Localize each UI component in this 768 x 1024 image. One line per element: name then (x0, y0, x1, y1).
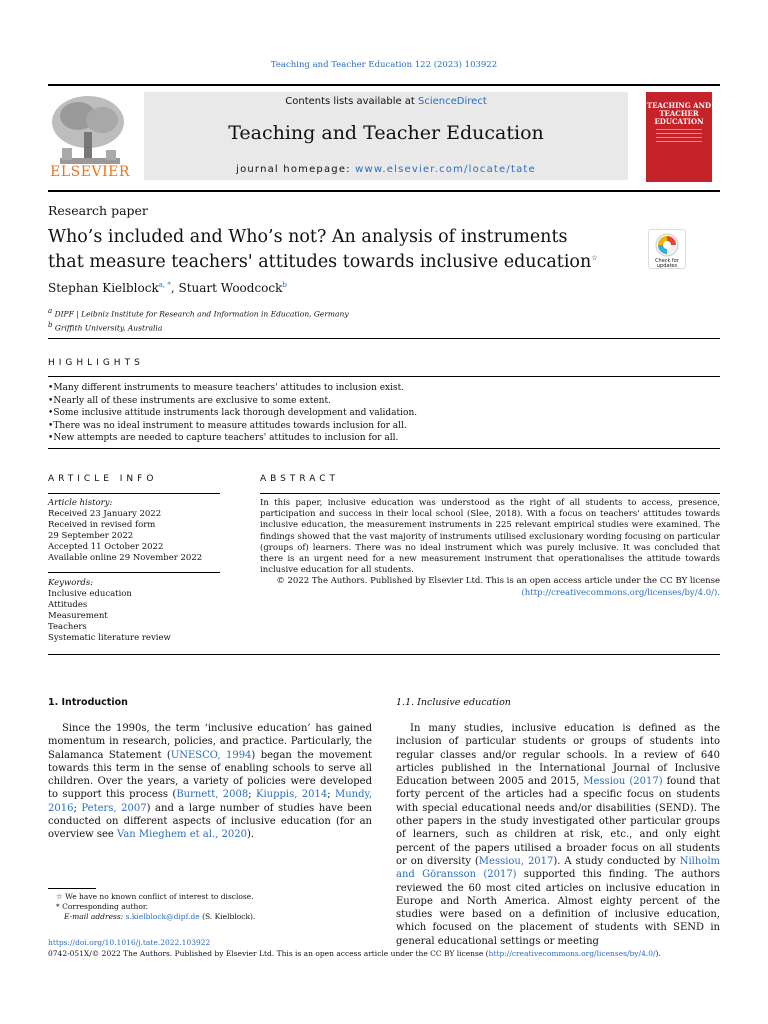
divider (48, 448, 720, 449)
highlights-heading: HIGHLIGHTS (48, 358, 144, 368)
divider (48, 376, 720, 377)
subsection-heading: 1.1. Inclusive education (396, 697, 511, 708)
journal-citation[interactable]: Teaching and Teacher Education 122 (2023) 103922 (270, 60, 498, 70)
sciencedirect-link[interactable]: ScienceDirect (418, 96, 487, 107)
paper-type: Research paper (48, 203, 148, 218)
copyright-line: © 2022 The Authors. Published by Elsevier Ltd. This is an open access article under the CC BY license (http://creativecommons.org/licenses/by/4.0/). (276, 576, 720, 598)
keywords: Keywords: Inclusive education Attitudes Measurement Teachers Systematic literature review (48, 578, 220, 644)
list-item: • New attempts are needed to capture teachers' attitudes to inclusion for all. (48, 432, 720, 445)
divider (48, 338, 720, 339)
citation-link[interactable]: UNESCO, 1994 (170, 749, 252, 761)
footnote-divider (48, 888, 96, 889)
keyword: Teachers (48, 622, 87, 632)
highlights-list (48, 382, 720, 445)
divider (48, 493, 220, 494)
title-footnote-mark[interactable]: ☆ (591, 254, 598, 262)
license-link[interactable]: (http://creativecommons.org/licenses/by/4.0/). (521, 587, 720, 598)
journal-masthead (144, 92, 628, 180)
list-item: • Some inclusive attitude instruments lack thorough development and validation. (48, 407, 720, 420)
list-item: • Many different instruments to measure teachers' attitudes to inclusion exist. (48, 382, 720, 395)
citation-link[interactable]: Nilholm and Göransson (2017) (396, 855, 721, 881)
author-affiliation-marks[interactable]: b (282, 281, 287, 289)
subsection-text: In many studies, inclusive education is defined as the inclusion of particular students or groups of students into regular classes and/or regular schools. In a review of 640 articles published in the International Journal of Inclusive Education between 2005 and 2015, Messiou (2017) found that forty percent of the articles had a specific focus on students with special educational needs and/or disabilities (SEND). The other papers in the study investigated other particular groups of learners, such as children at risk, etc., and only eight percent of the papers utilised a broader focus on all students or on diversity (Messiou, 2017). A study conducted by Nilholm and Göransson (2017) supported this finding. The authors reviewed the 60 most cited articles on inclusive education in Europe and North America. Almost eighty percent of the studies were based on a definition of inclusive education, which focused on the placement of students with SEND in general educational settings or meeting (396, 723, 721, 947)
citation-link[interactable]: Burnett, 2008 (176, 789, 249, 801)
divider (260, 493, 720, 494)
issn-line: 0742-051X/© 2022 The Authors. Published by Elsevier Ltd. This is an open access article under the CC BY license (http://creativecommons.org/licenses/by/4.0/). (48, 949, 661, 958)
list-item: • There was no ideal instrument to measure attitudes towards inclusion for all. (48, 420, 720, 433)
email-link[interactable]: s.kielblock@dipf.de (125, 912, 200, 921)
elsevier-logo[interactable] (48, 92, 132, 182)
homepage-line: journal homepage: www.elsevier.com/locate/tate (236, 164, 536, 175)
author-name: Stephan Kielblock (48, 281, 159, 295)
contents-line: Contents lists available at ScienceDirect (285, 96, 487, 107)
author-name: Stuart Woodcock (178, 281, 283, 295)
cover-title: TEACHING AND TEACHER EDUCATION (646, 101, 712, 126)
crossmark-icon (655, 233, 679, 257)
introduction-text: Since the 1990s, the term ‘inclusive education’ has gained momentum in research, policies, and practice. Particularly, the Salamanca Statement (UNESCO, 1994) began the movement towards this term in the sense of enabling schools to serve all children. Over the years, a variety of policies were developed to support this process (Burnett, 2008; Kiuppis, 2014; Mundy, 2016; Peters, 2007) and a large number of studies have been conducted on different aspects of inclusive education (for an overview see Van Mieghem et al., 2020). (48, 723, 372, 841)
author-line: Stephan Kielblock$^{a, *}$, Stuart Woodcock$^b$ (48, 281, 287, 295)
doi-link[interactable]: https://doi.org/10.1016/j.tate.2022.103922 (48, 938, 211, 947)
list-item: • Nearly all of these instruments are exclusive to some extent. (48, 395, 720, 408)
citation-link[interactable]: Kiuppis, 2014 (256, 789, 328, 801)
author-affiliation-marks[interactable]: a, * (158, 281, 171, 289)
abstract-body: In this paper, inclusive education was understood as the right of all students to access, presence, participation and success in their local school (Slee, 2018). With a focus on teachers' attitudes towards inclusive education, the measurement instruments in 225 relevant empirical studies were examined. The findings showed that the vast majority of instruments utilised exclusionary wording focusing on particular (groups of) learners. There was no ideal instrument which was purely inclusive. It was concluded that there is an urgent need for a new measurement instrument that operationalises the attitude towards inclusive education for all students. © 2022 The Authors. Published by Elsevier Ltd. This is an open access article under the CC BY license (http://creativecommons.org/licenses/by/4.0/). (260, 498, 720, 598)
article-title: Who’s included and Who’s not? An analysis of instruments that measure teachers' attitudes towards inclusive education☆ (48, 227, 598, 272)
section-heading-introduction: 1. Introduction (48, 697, 128, 708)
check-for-updates-badge[interactable] (648, 229, 686, 269)
journal-header (48, 84, 720, 192)
divider (48, 572, 220, 573)
abstract-heading: ABSTRACT (260, 474, 340, 484)
publisher-logo-text: ELSEVIER (50, 164, 130, 180)
keyword: Attitudes (48, 600, 88, 610)
keyword: Systematic literature review (48, 633, 171, 643)
citation-link[interactable]: Van Mieghem et al., 2020 (117, 829, 247, 841)
citation-link[interactable]: Peters, 2007 (81, 802, 147, 814)
divider (48, 654, 720, 655)
badge-label: Check for updates (655, 258, 679, 269)
citation-link[interactable]: Messiou, 2017 (478, 855, 554, 867)
keyword: Measurement (48, 611, 108, 621)
journal-title: Teaching and Teacher Education (228, 122, 544, 144)
footnotes: ☆ We have no known conflict of interest to disclose. * Corresponding author. E-mail address: s.kielblock@dipf.de (S. Kielblock). (56, 892, 256, 921)
keyword: Inclusive education (48, 589, 132, 599)
citation-link[interactable]: Messiou (2017) (583, 776, 663, 788)
license-link[interactable]: http://creativecommons.org/licenses/by/4.0/ (488, 949, 656, 958)
affiliations: $^a$ DIPF | Leibniz Institute for Research and Information in Education, Germany $^b$ Griffith University, Australia (48, 307, 349, 332)
article-info-heading: ARTICLE INFO (48, 474, 158, 484)
citation-link[interactable]: Mundy, 2016 (48, 789, 372, 814)
journal-cover[interactable] (646, 92, 712, 182)
article-history: Article history: Received 23 January 2022 Received in revised form 29 September 2022 Accepted 11 October 2022 Available online 29 November 2022 (48, 498, 203, 563)
journal-homepage-link[interactable]: www.elsevier.com/locate/tate (355, 164, 536, 175)
